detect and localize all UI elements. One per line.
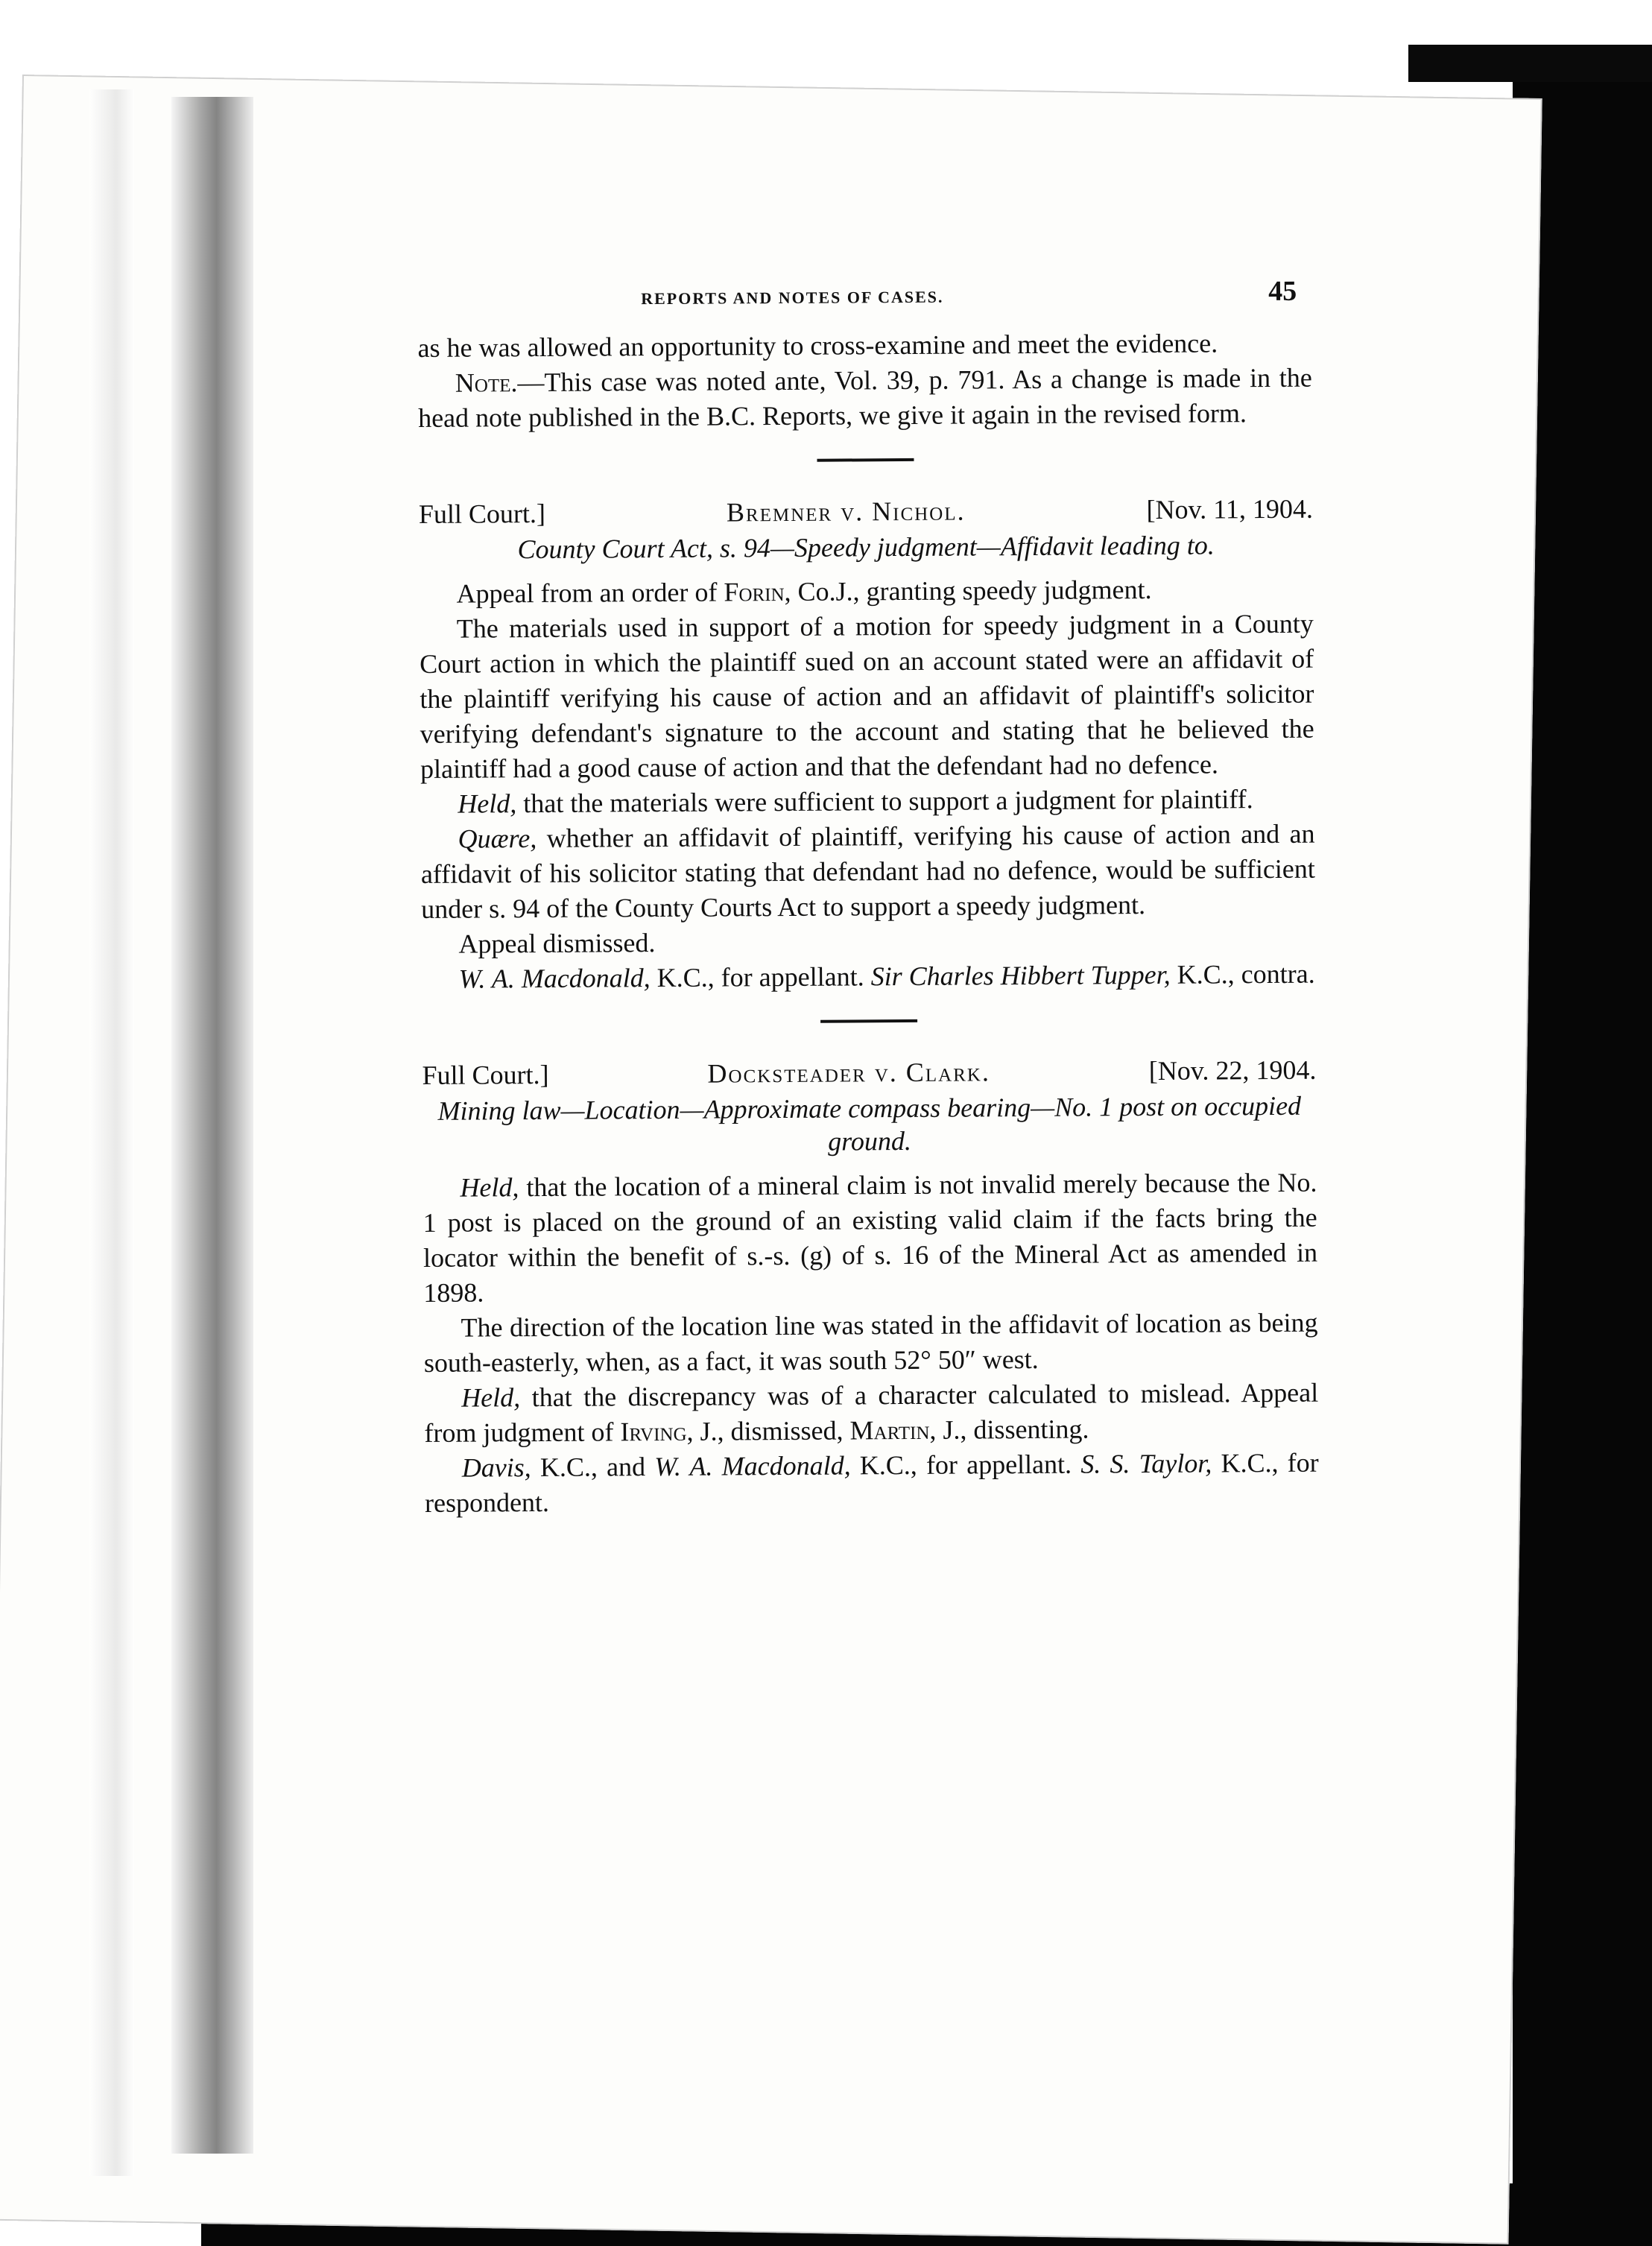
held-paragraph — [420, 782, 1314, 822]
counsel-paragraph — [425, 1446, 1320, 1521]
held-paragraph — [423, 1165, 1317, 1311]
facts-paragraph: The direction of the location line was stated in the affidavit of location as being south-easterly, when, as a fact, it was south 52° 50″ west. — [423, 1307, 1318, 1378]
held-label: Held, — [461, 1382, 521, 1413]
held-label: Held, — [458, 788, 517, 819]
court-label: Full Court.] — [422, 1059, 549, 1090]
section-divider — [817, 458, 914, 462]
held-text: , J., dissenting. — [929, 1414, 1089, 1445]
counsel-role: K.C., for appellant. — [850, 1449, 1081, 1481]
counsel-role: K.C., for appellant. — [650, 961, 871, 993]
quaere-text: whether an affidavit of plaintiff, verifying his cause of action and an affidavit of his solicitor stating that defendant had no defence, would be sufficient under s. 94 of the County Courts Act to support a speedy judgment. — [420, 818, 1315, 924]
held-text: that the location of a mineral claim is not invalid merely because the No. 1 post is placed on the ground of an existing valid claim if the facts bring the locator within the benefit of s.-s. (g) of s. 16 of the Mineral Act as amended in 1898. — [423, 1167, 1318, 1308]
quaere-paragraph — [420, 817, 1315, 927]
counsel-role: K.C., contra. — [1170, 958, 1315, 990]
case-parties: Docksteader v. Clark. — [707, 1057, 991, 1089]
page-number: 45 — [1268, 275, 1297, 308]
facts-paragraph: The materials used in support of a motion for speedy judgment in a County Court action in which the plaintiff sued on an account stated were an affidavit of the plaintiff verifying his cause of action and an affidavit of plaintiff's solicitor verifying defendant's signature to the account and stating that he believed the plaintiff had a good cause of action and that the defendant had no defence. — [420, 608, 1314, 784]
judge-name: Martin — [849, 1414, 930, 1446]
catchwords: County Court Act, s. 94—Speedy judgment—Affidavit leading to. — [517, 530, 1215, 565]
held-label: Held, — [460, 1172, 519, 1203]
appeal-paragraph — [419, 572, 1313, 612]
court-label: Full Court.] — [418, 498, 546, 529]
page-header — [417, 274, 1311, 317]
note-paragraph — [418, 361, 1313, 436]
note-label: Note. — [455, 367, 518, 398]
judge-name: Forin — [724, 576, 785, 607]
case-date: [Nov. 11, 1904. — [1146, 493, 1314, 525]
case-heading — [422, 1053, 1316, 1093]
page-content — [417, 274, 1319, 1521]
note-text: —This case was noted ante, Vol. 39, p. 791. As a change is made in the head note published in the B.C. Reports, we give it again in the revised form. — [418, 362, 1312, 433]
result-line: Appeal dismissed. — [458, 928, 656, 959]
continuation-text: as he was allowed an opportunity to cross-examine and meet the evidence. — [417, 328, 1218, 363]
catchwords: Mining law—Location—Approximate compass bearing—No. 1 post on occupied ground. — [437, 1090, 1302, 1157]
quaere-label: Quære, — [458, 823, 537, 854]
scan-border-top — [1408, 45, 1652, 82]
section-divider — [820, 1019, 917, 1023]
counsel-name: W. A. Macdonald, — [654, 1450, 851, 1482]
case-heading — [419, 492, 1313, 532]
counsel-name: S. S. Taylor, — [1080, 1448, 1212, 1479]
case-parties: Bremner v. Nichol. — [726, 496, 966, 528]
case-date: [Nov. 22, 1904. — [1148, 1054, 1317, 1086]
appeal-text-end: , Co.J., granting speedy judgment. — [784, 574, 1152, 607]
appeal-text: Appeal from an order of — [456, 577, 724, 609]
judge-name: Irving — [620, 1416, 687, 1447]
running-head: REPORTS AND NOTES OF CASES. — [641, 287, 944, 309]
counsel-paragraph — [422, 957, 1316, 997]
counsel-role: K.C., and — [531, 1452, 655, 1483]
held-text: that the discrepancy was of a character calculated to mislead. Appeal from judgment of — [424, 1377, 1319, 1448]
counsel-name: W. A. Macdonald, — [458, 963, 651, 994]
counsel-name: Sir Charles Hibbert Tupper, — [870, 959, 1171, 992]
held-text: , J., dismissed, — [686, 1415, 850, 1446]
page-edge-shadow — [89, 89, 134, 2176]
held-paragraph — [424, 1376, 1319, 1451]
counsel-name: Davis, — [461, 1452, 531, 1483]
binding-shadow — [171, 97, 253, 2154]
held-text: that the materials were sufficient to support a judgment for plaintiff. — [516, 784, 1253, 819]
counsel-role: K.C., for respondent. — [424, 1447, 1319, 1518]
